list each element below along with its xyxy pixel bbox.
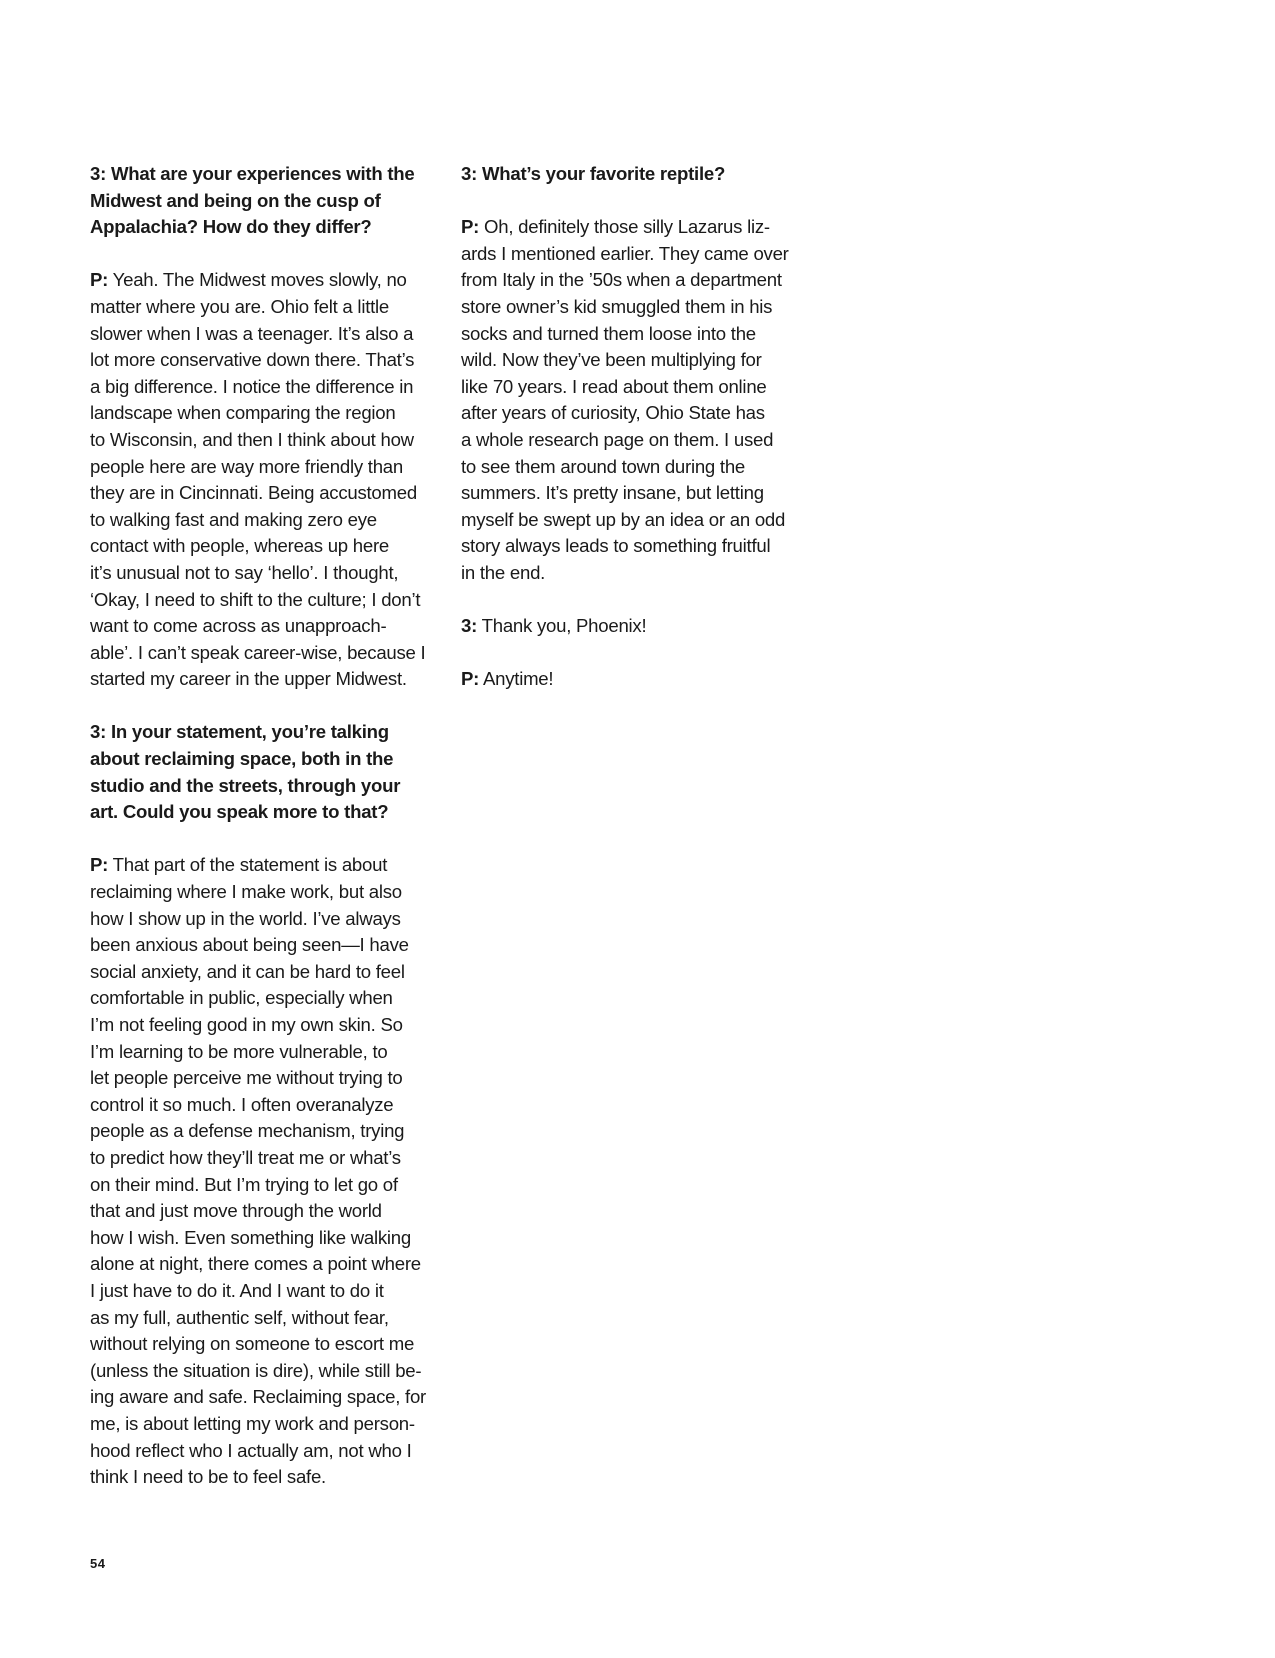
text-line: summers. It’s pretty insane, but letting <box>461 482 764 504</box>
text-line: studio and the streets, through your <box>90 774 401 796</box>
closing-reply <box>461 666 811 693</box>
text-line: (unless the situation is dire), while still be- <box>90 1359 422 1381</box>
text-line: in the end. <box>461 561 546 583</box>
text-line: 3: What’s your favorite reptile? <box>461 163 726 184</box>
text-line: on their mind. But I’m trying to let go of <box>90 1173 398 1195</box>
question-reclaiming-space <box>90 719 440 825</box>
text-line: about reclaiming space, both in the <box>90 748 394 770</box>
text-line: landscape when comparing the region <box>90 402 396 424</box>
page-number: 54 <box>90 1556 106 1571</box>
thanks-text: Thank you, Phoenix! <box>477 615 647 637</box>
text-line: comfortable in public, especially when <box>90 987 393 1009</box>
text-line <box>461 666 811 693</box>
text-line: they are in Cincinnati. Being accustomed <box>90 482 417 504</box>
text-line: social anxiety, and it can be hard to feel <box>90 960 405 982</box>
text-line: Appalachia? How do they differ? <box>90 216 372 238</box>
text-line: alone at night, there comes a point where <box>90 1253 421 1275</box>
text-line: to see them around town during the <box>461 455 746 477</box>
answer-midwest <box>90 267 440 693</box>
text-line: from Italy in the ’50s when a department <box>461 269 782 291</box>
speaker-label: 3: <box>461 615 478 637</box>
left-column <box>90 161 440 1517</box>
speaker-label: P: <box>90 269 109 291</box>
text-line: Midwest and being on the cusp of <box>90 189 381 211</box>
text-line: as my full, authentic self, without fear, <box>90 1306 389 1328</box>
text-line: me, is about letting my work and person- <box>90 1412 415 1434</box>
text-line: without relying on someone to escort me <box>90 1333 415 1355</box>
text-line: started my career in the upper Midwest. <box>90 668 407 690</box>
text-line: socks and turned them loose into the <box>461 322 756 344</box>
text-line: able’. I can’t speak career-wise, because I <box>90 641 426 663</box>
answer-reclaiming-space <box>90 852 440 1490</box>
answer-text: That part of the statement is about <box>108 854 388 876</box>
text-line: ards I mentioned earlier. They came over <box>461 242 789 264</box>
text-line: 3: In your statement, you’re talking <box>90 721 389 743</box>
text-line: let people perceive me without trying to <box>90 1067 403 1089</box>
text-line: want to come across as unapproach- <box>90 615 387 637</box>
text-line <box>90 267 440 294</box>
text-line: after years of curiosity, Ohio State has <box>461 402 765 424</box>
text-line: matter where you are. Ohio felt a little <box>90 295 390 317</box>
reply-text: Anytime! <box>479 668 554 690</box>
text-line: control it so much. I often overanalyze <box>90 1093 394 1115</box>
speaker-label: P: <box>461 216 480 238</box>
text-line: contact with people, whereas up here <box>90 535 390 557</box>
text-line: think I need to be to feel safe. <box>90 1466 326 1488</box>
answer-text: Oh, definitely those silly Lazarus liz- <box>479 216 770 238</box>
text-line: to predict how they’ll treat me or what’s <box>90 1146 401 1168</box>
text-line: I’m not feeling good in my own skin. So <box>90 1014 403 1035</box>
text-line: ing aware and safe. Reclaiming space, for <box>90 1386 426 1408</box>
text-line: I just have to do it. And I want to do it <box>90 1279 384 1301</box>
text-line: 3: What are your experiences with the <box>90 163 415 184</box>
text-line <box>90 852 440 879</box>
text-line: a big difference. I notice the difference in <box>90 375 414 397</box>
text-line: reclaiming where I make work, but also <box>90 881 402 903</box>
text-line: that and just move through the world <box>90 1200 382 1222</box>
text-line <box>461 613 811 640</box>
right-column <box>461 161 811 719</box>
text-line: I’m learning to be more vulnerable, to <box>90 1040 388 1062</box>
text-line <box>461 214 811 241</box>
text-line: people as a defense mechanism, trying <box>90 1120 405 1142</box>
text-line: wild. Now they’ve been multiplying for <box>461 349 762 371</box>
text-line: story always leads to something fruitful <box>461 535 771 557</box>
closing-thanks <box>461 613 811 640</box>
text-line: a whole research page on them. I used <box>461 428 774 450</box>
text-line: to walking fast and making zero eye <box>90 508 377 530</box>
text-line: store owner’s kid smuggled them in his <box>461 295 773 317</box>
answer-favorite-reptile <box>461 214 811 586</box>
text-line: people here are way more friendly than <box>90 455 403 477</box>
text-line: like 70 years. I read about them online <box>461 375 767 397</box>
answer-text: Yeah. The Midwest moves slowly, no <box>108 269 407 291</box>
text-line: to Wisconsin, and then I think about how <box>90 428 414 450</box>
text-line: slower when I was a teenager. It’s also a <box>90 322 414 344</box>
text-line: it’s unusual not to say ‘hello’. I thought, <box>90 561 399 583</box>
question-midwest <box>90 161 440 241</box>
text-line: myself be swept up by an idea or an odd <box>461 508 786 530</box>
text-line: ‘Okay, I need to shift to the culture; I don’t <box>90 588 421 610</box>
speaker-label: P: <box>90 854 109 876</box>
question-favorite-reptile <box>461 161 811 188</box>
speaker-label: P: <box>461 668 480 690</box>
text-line: hood reflect who I actually am, not who I <box>90 1439 412 1461</box>
text-line: how I wish. Even something like walking <box>90 1226 411 1248</box>
text-line: art. Could you speak more to that? <box>90 801 389 823</box>
text-line: how I show up in the world. I’ve always <box>90 907 401 929</box>
text-line: been anxious about being seen—I have <box>90 934 409 956</box>
text-line: lot more conservative down there. That’s <box>90 349 415 371</box>
